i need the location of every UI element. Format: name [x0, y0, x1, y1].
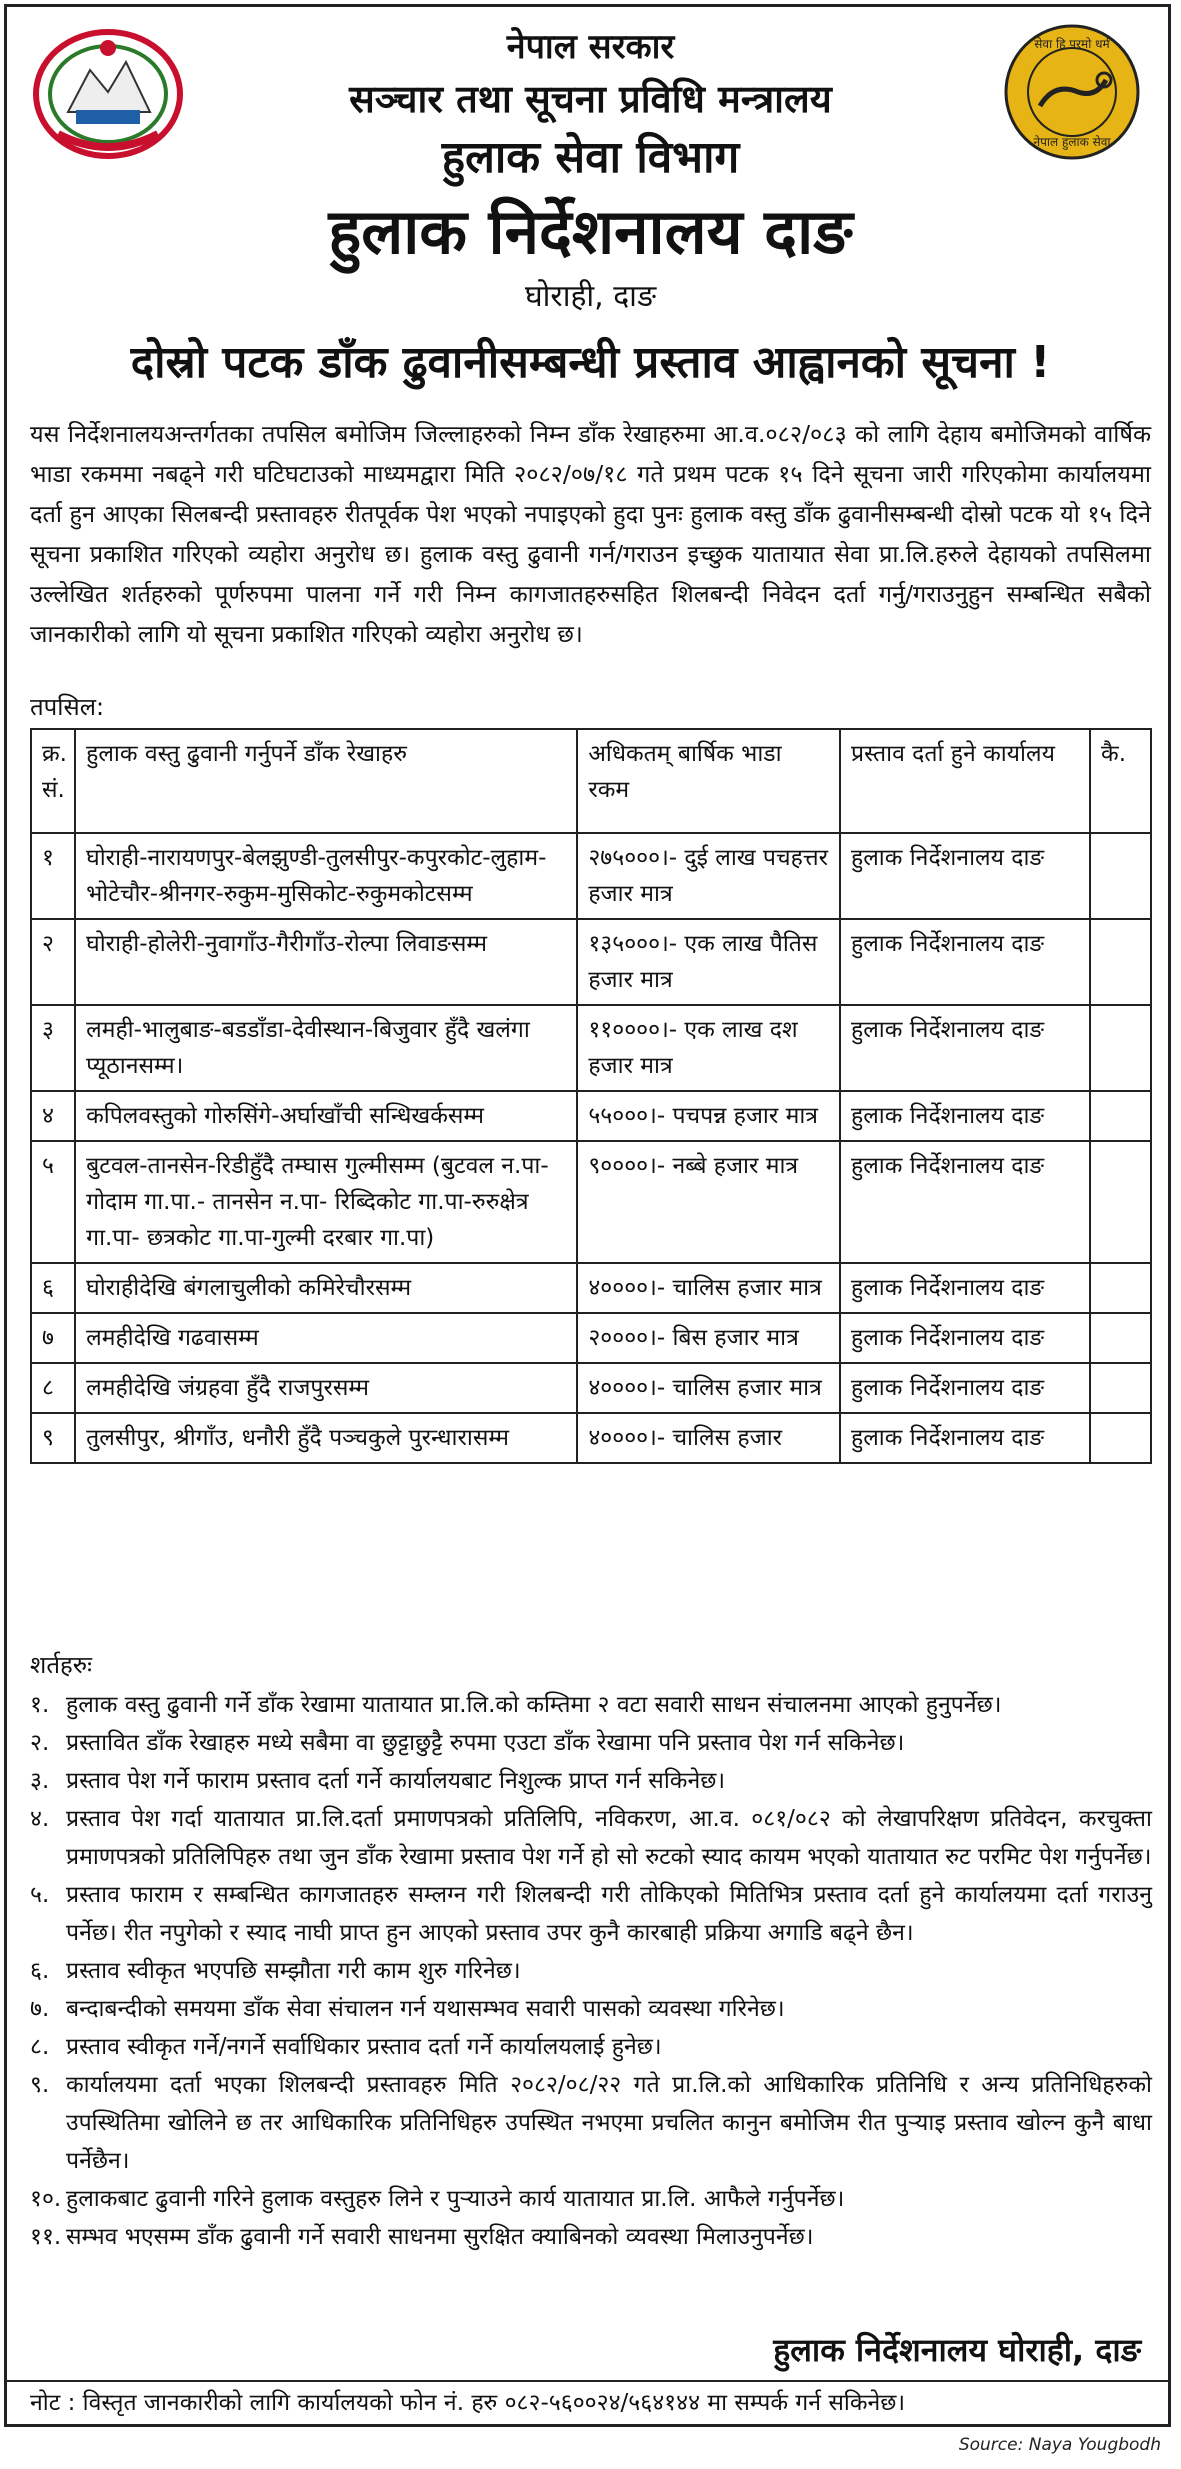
- table-row: [31, 1141, 1151, 1263]
- terms-label: शर्तहरुः: [30, 1651, 92, 1679]
- row-serial: १: [31, 833, 75, 919]
- signature-office: हुलाक निर्देशनालय घोराही, दाङ: [773, 2331, 1141, 2369]
- row-route: घोराही-होलेरी-नुवागाँउ-गैरीगाँउ-रोल्पा लिवाङसम्म: [75, 919, 577, 1005]
- row-amount: २००००।- बिस हजार मात्र: [577, 1313, 840, 1363]
- term-number: ३.: [30, 1768, 50, 1794]
- row-route: बुटवल-तानसेन-रिडीहुँदै तम्घास गुल्मीसम्म (बुटवल न.पा-गोदाम गा.पा.- तानसेन न.पा- रिब्दिकोट गा.पा-रुरुक्षेत्र गा.पा- छत्रकोट गा.पा-गुल्मी दरबार गा.पा): [75, 1141, 577, 1263]
- contact-note: नोट : विस्तृत जानकारीको लागि कार्यालयको फोन नं. हरु ०८२-५६००२४/५६४१४४ मा सम्पर्क गर्न सकिनेछ।: [30, 2390, 906, 2416]
- table-row: [31, 1413, 1151, 1463]
- table-row: [31, 919, 1151, 1005]
- term-text: हुलाकबाट ढुवानी गरिने हुलाक वस्तुहरु लिने र पुर्‍याउने कार्य यातायात प्रा.लि. आफैले गर्नुपर्नेछ।: [66, 2186, 845, 2212]
- row-amount: ४००००।- चालिस हजार मात्र: [577, 1263, 840, 1313]
- term-number: ९.: [30, 2072, 50, 2098]
- post-logo-motto: सेवा हि परमो धर्म: [1034, 37, 1110, 51]
- table-row: [31, 1363, 1151, 1413]
- list-item: [30, 2028, 1152, 2066]
- row-route: कपिलवस्तुको गोरुसिंगे-अर्घाखाँची सन्धिखर्कसम्म: [75, 1091, 577, 1141]
- row-route: लमहीदेखि गढवासम्म: [75, 1313, 577, 1363]
- header-serial: क्र. सं.: [31, 729, 75, 833]
- row-serial: २: [31, 919, 75, 1005]
- row-serial: ५: [31, 1141, 75, 1263]
- term-number: ७.: [30, 1996, 50, 2022]
- terms-list: [30, 1686, 1152, 2256]
- list-item: [30, 2218, 1152, 2256]
- government-name: नेपाल सरकार: [506, 27, 675, 67]
- term-text: प्रस्तावित डाँक रेखाहरु मध्ये सबैमा वा छुट्टाछुट्टै रुपमा एउटा डाँक रेखामा पनि प्रस्ताव पेश गर्न सकिनेछ।: [66, 1730, 905, 1756]
- header-route: हुलाक वस्तु ढुवानी गर्नुपर्ने डाँक रेखाहरु: [75, 729, 577, 833]
- list-item: [30, 1800, 1152, 1876]
- note-divider: [4, 2380, 1171, 2382]
- row-serial: ९: [31, 1413, 75, 1463]
- row-remark: [1090, 1363, 1151, 1413]
- term-text: प्रस्ताव पेश गर्ने फाराम प्रस्ताव दर्ता गर्ने कार्यालयबाट निशुल्क प्राप्त गर्न सकिनेछ।: [66, 1768, 726, 1794]
- row-route: लमहीदेखि जंग्रहवा हुँदै राजपुरसम्म: [75, 1363, 577, 1413]
- row-remark: [1090, 1263, 1151, 1313]
- table-row: [31, 833, 1151, 919]
- table-row: [31, 1091, 1151, 1141]
- term-number: ५.: [30, 1882, 50, 1908]
- row-serial: ६: [31, 1263, 75, 1313]
- table-header-row: [31, 729, 1151, 833]
- term-text: प्रस्ताव स्वीकृत भएपछि सम्झौता गरी काम शुरु गरिनेछ।: [66, 1958, 521, 1984]
- row-amount: २७५०००।- दुई लाख पचहत्तर हजार मात्र: [577, 833, 840, 919]
- row-office: हुलाक निर्देशनालय दाङ: [840, 1413, 1090, 1463]
- term-number: २.: [30, 1730, 50, 1756]
- post-logo-name: नेपाल हुलाक सेवा: [1033, 135, 1111, 149]
- row-office: हुलाक निर्देशनालय दाङ: [840, 1005, 1090, 1091]
- row-amount: ४००००।- चालिस हजार मात्र: [577, 1363, 840, 1413]
- row-office: हुलाक निर्देशनालय दाङ: [840, 1263, 1090, 1313]
- row-route: तुलसीपुर, श्रीगाँउ, धनौरी हुँदै पञ्चकुले पुरन्धारासम्म: [75, 1413, 577, 1463]
- row-remark: [1090, 919, 1151, 1005]
- ministry-name: सञ्चार तथा सूचना प्रविधि मन्त्रालय: [349, 77, 832, 121]
- header-remark: कै.: [1090, 729, 1151, 833]
- row-remark: [1090, 1091, 1151, 1141]
- row-office: हुलाक निर्देशनालय दाङ: [840, 1141, 1090, 1263]
- row-amount: १३५०००।- एक लाख पैतिस हजार मात्र: [577, 919, 840, 1005]
- department-name: हुलाक सेवा विभाग: [441, 132, 740, 183]
- list-item: [30, 1724, 1152, 1762]
- list-item: [30, 1952, 1152, 1990]
- row-route: घोराही-नारायणपुर-बेलझुण्डी-तुलसीपुर-कपुरकोट-लुहाम-भोटेचौर-श्रीनगर-रुकुम-मुसिकोट-रुकुमकोटसम्म: [75, 833, 577, 919]
- term-text: हुलाक वस्तु ढुवानी गर्ने डाँक रेखामा यातायात प्रा.लि.को कम्तिमा २ वटा सवारी साधन संचालनमा आएको हुनुपर्नेछ।: [66, 1692, 1002, 1718]
- source-credit: Source: Naya Yougbodh: [958, 2435, 1161, 2455]
- directorate-name: हुलाक निर्देशनालय दाङ: [328, 195, 853, 268]
- row-amount: ११००००।- एक लाख दश हजार मात्र: [577, 1005, 840, 1091]
- list-item: [30, 2066, 1152, 2180]
- term-text: सम्भव भएसम्म डाँक ढुवानी गर्ने सवारी साधनमा सुरक्षित क्याबिनको व्यवस्था मिलाउनुपर्नेछ।: [66, 2224, 814, 2250]
- table-row: [31, 1263, 1151, 1313]
- term-number: ४.: [30, 1806, 50, 1832]
- term-number: १.: [30, 1692, 50, 1718]
- list-item: [30, 1990, 1152, 2028]
- schedule-label: तपसिल:: [30, 693, 105, 721]
- row-route: लमही-भालुबाङ-बडडाँडा-देवीस्थान-बिजुवार हुँदै खलंगा प्यूठानसम्म।: [75, 1005, 577, 1091]
- list-item: [30, 2180, 1152, 2218]
- row-route: घोराहीदेखि बंगलाचुलीको कमिरेचौरसम्म: [75, 1263, 577, 1313]
- list-item: [30, 1876, 1152, 1952]
- term-number: १०.: [30, 2186, 62, 2212]
- row-serial: ७: [31, 1313, 75, 1363]
- term-number: ८.: [30, 2034, 50, 2060]
- row-office: हुलाक निर्देशनालय दाङ: [840, 1313, 1090, 1363]
- header-office: प्रस्ताव दर्ता हुने कार्यालय: [840, 729, 1090, 833]
- notice-title: दोस्रो पटक डाँक ढुवानीसम्बन्धी प्रस्ताव आह्वानको सूचना !: [130, 337, 1051, 388]
- term-number: ६.: [30, 1958, 50, 1984]
- row-office: हुलाक निर्देशनालय दाङ: [840, 833, 1090, 919]
- term-text: प्रस्ताव फाराम र सम्बन्धित कागजातहरु सम्लग्न गरी शिलबन्दी गरी तोकिएको मितिभित्र प्रस्ताव दर्ता हुने कार्यालयमा दर्ता गराउनु पर्नेछ। रीत नपुगेको र स्याद नाघी प्राप्त हुन आएको प्रस्ताव उपर कुनै कारबाही प्रक्रिया अगाडि बढ्ने छैन।: [66, 1882, 1152, 1946]
- row-remark: [1090, 833, 1151, 919]
- row-office: हुलाक निर्देशनालय दाङ: [840, 919, 1090, 1005]
- routes-table: [30, 728, 1152, 1464]
- intro-paragraph: यस निर्देशनालयअन्तर्गतका तपसिल बमोजिम जिल्लाहरुको निम्न डाँक रेखाहरुमा आ.व.०८२/०८३ को लागि देहाय बमोजिमको वार्षिक भाडा रकममा नबढ्ने गरी घटिघटाउको माध्यमद्वारा मिति २०८२/०७/१८ गते प्रथम पटक १५ दिने सूचना जारी गरिएकोमा कार्यालयमा दर्ता हुन आएका सिलबन्दी प्रस्तावहरु रीतपूर्वक पेश भएको नपाइएको हुदा पुनः हुलाक वस्तु डाँक ढुवानीसम्बन्धी दोस्रो पटक यो १५ दिने सूचना प्रकाशित गरिएको व्यहोरा अनुरोध छ। हुलाक वस्तु ढुवानी गर्न/गराउन इच्छुक यातायात सेवा प्रा.लि.हरुले देहायको तपसिलमा उल्लेखित शर्तहरुको पूर्णरुपमा पालना गर्ने गरी निम्न कागजातहरुसहित शिलबन्दी निवेदन दर्ता गर्नु/गराउनुहुन सम्बन्धित सबैको जानकारीको लागि यो सूचना प्रकाशित गरिएको व्यहोरा अनुरोध छ।: [30, 420, 1151, 648]
- row-remark: [1090, 1141, 1151, 1263]
- table-row: [31, 1313, 1151, 1363]
- header-amount: अधिकतम् बार्षिक भाडा रकम: [577, 729, 840, 833]
- term-text: बन्दाबन्दीको समयमा डाँक सेवा संचालन गर्न यथासम्भव सवारी पासको व्यवस्था गरिनेछ।: [66, 1996, 785, 2022]
- row-serial: ४: [31, 1091, 75, 1141]
- row-serial: ८: [31, 1363, 75, 1413]
- table-row: [31, 1005, 1151, 1091]
- row-amount: ५५०००।- पचपन्न हजार मात्र: [577, 1091, 840, 1141]
- row-remark: [1090, 1005, 1151, 1091]
- term-text: प्रस्ताव स्वीकृत गर्ने/नगर्ने सर्वाधिकार प्रस्ताव दर्ता गर्ने कार्यालयलाई हुनेछ।: [66, 2034, 662, 2060]
- term-text: कार्यालयमा दर्ता भएका शिलबन्दी प्रस्तावहरु मिति २०८२/०८/२२ गते प्रा.लि.को आधिकारिक प्रतिनिधि र अन्य प्रतिनिधिहरुको उपस्थितिमा खोलिने छ तर आधिकारिक प्रतिनिधिहरु उपस्थित नभएमा प्रचलित कानुन बमोजिम रीत पुर्‍याइ प्रस्ताव खोल्न कुनै बाधा पर्नेछैन।: [66, 2072, 1152, 2174]
- row-remark: [1090, 1413, 1151, 1463]
- list-item: [30, 1762, 1152, 1800]
- list-item: [30, 1686, 1152, 1724]
- row-amount: ९००००।- नब्बे हजार मात्र: [577, 1141, 840, 1263]
- row-serial: ३: [31, 1005, 75, 1091]
- office-location: घोराही, दाङ: [524, 279, 657, 314]
- row-amount: ४००००।- चालिस हजार: [577, 1413, 840, 1463]
- row-remark: [1090, 1313, 1151, 1363]
- term-text: प्रस्ताव पेश गर्दा यातायात प्रा.लि.दर्ता प्रमाणपत्रको प्रतिलिपि, नविकरण, आ.व. ०८१/०८२ को लेखापरिक्षण प्रतिवेदन, करचुक्ता प्रमाणपत्रको प्रतिलिपिहरु तथा जुन डाँक रेखामा प्रस्ताव पेश गर्ने हो सो रुटको स्याद कायम भएको यातायात रुट परमिट पेश गर्नुपर्नेछ।: [66, 1806, 1152, 1870]
- term-number: ११.: [30, 2224, 62, 2250]
- notice-header: [0, 0, 1181, 430]
- row-office: हुलाक निर्देशनालय दाङ: [840, 1363, 1090, 1413]
- row-office: हुलाक निर्देशनालय दाङ: [840, 1091, 1090, 1141]
